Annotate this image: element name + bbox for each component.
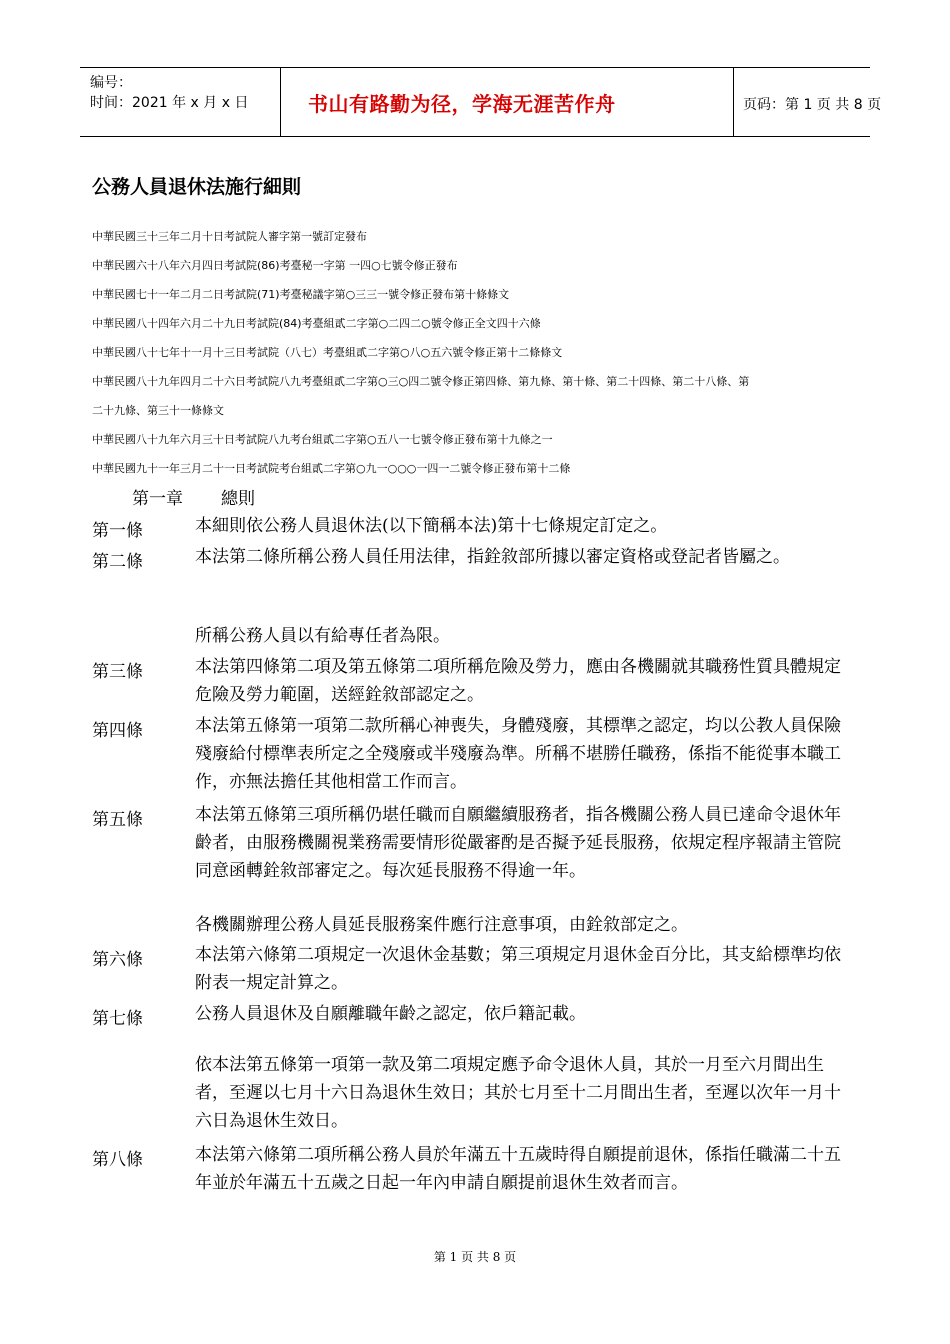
article-paragraph: 本細則依公務人員退休法(以下簡稱本法)第十七條規定訂定之。 xyxy=(195,516,668,536)
history-line: 中華民國八十九年六月三十日考試院八九考台組貳二字第○五八一七號令修正發布第十九條之一 xyxy=(92,433,553,446)
history-line: 中華民國九十一年三月二十一日考試院考台組貳二字第○九一○○○一四一二號令修正發布第十二條 xyxy=(92,462,571,475)
article-label: 第一條 xyxy=(92,521,143,541)
header-motto: 书山有路勤为径，学海无涯苦作舟 xyxy=(308,92,616,116)
article-paragraph: 本法第二條所稱公務人員任用法律，指銓敘部所據以審定資格或登記者皆屬之。 xyxy=(195,547,790,567)
article-paragraph: 公務人員退休及自願離職年齡之認定，依戶籍記載。 xyxy=(195,1004,586,1024)
document-number-label: 编号： xyxy=(90,75,132,91)
article-label: 第四條 xyxy=(92,721,143,741)
article-label: 第六條 xyxy=(92,950,143,970)
history-line: 中華民國七十一年二月二日考試院(71)考臺秘議字第○三三一號令修正發布第十條條文 xyxy=(92,288,510,301)
document-date: 时间：2021 年 x 月 x 日 xyxy=(90,95,249,111)
history-line: 中華民國八十四年六月二十九日考試院(84)考臺組貳二字第○二四二○號令修正全文四十六條 xyxy=(92,317,541,330)
article-paragraph: 所稱公務人員以有給專任者為限。 xyxy=(195,626,450,646)
chapter-number: 第一章 xyxy=(132,489,183,509)
article-label: 第三條 xyxy=(92,662,143,682)
article-paragraph: 本法第六條第二項所稱公務人員於年滿五十五歲時得自願提前退休，係指任職滿二十五年並於年滿五十五歲之日起一年內申請自願提前退休生效者而言。 xyxy=(195,1145,841,1193)
header-motto-cell xyxy=(280,68,734,136)
history-line: 中華民國八十九年四月二十六日考試院八九考臺組貳二字第○三○四二號令修正第四條、第九條、第十條、第二十四條、第二十八條、第 xyxy=(92,375,750,388)
history-line: 二十九條、第三十一條條文 xyxy=(92,404,224,417)
article-label: 第二條 xyxy=(92,552,143,572)
header-page-info: 页码：第 1 页 共 8 页 xyxy=(743,97,882,113)
chapter-name: 總則 xyxy=(221,489,255,509)
article-label: 第八條 xyxy=(92,1150,143,1170)
history-line: 中華民國三十三年二月十日考試院人審字第一號訂定發布 xyxy=(92,230,367,243)
page-footer: 第 1 页 共 8 页 xyxy=(433,1250,517,1264)
article-paragraph: 本法第四條第二項及第五條第二項所稱危險及勞力，應由各機關就其職務性質具體規定危險及勞力範圍，送經銓敘部認定之。 xyxy=(195,657,841,705)
chapter-heading xyxy=(132,484,255,509)
article-paragraph: 各機關辦理公務人員延長服務案件應行注意事項，由銓敘部定之。 xyxy=(195,915,688,935)
article-paragraph: 依本法第五條第一項第一款及第二項規定應予命令退休人員，其於一月至六月間出生者，至遲以七月十六日為退休生效日；其於七月至十二月間出生者，至遲以次年一月十六日為退休生效日。 xyxy=(195,1055,841,1131)
article-paragraph: 本法第五條第三項所稱仍堪任職而自願繼續服務者，指各機關公務人員已達命令退休年齡者，由服務機關視業務需要情形從嚴審酌是否擬予延長服務，依規定程序報請主管院同意函轉銓敘部審定之。每次延長服務不得逾一年。 xyxy=(195,805,841,881)
page-header xyxy=(80,67,882,137)
header-page-cell xyxy=(733,68,882,136)
article-label: 第五條 xyxy=(92,810,143,830)
document-title: 公務人員退休法施行細則 xyxy=(92,176,302,198)
header-meta xyxy=(80,68,281,136)
article-paragraph: 本法第六條第二項規定一次退休金基數；第三項規定月退休金百分比，其支給標準均依附表一規定計算之。 xyxy=(195,945,841,993)
article-paragraph: 本法第五條第一項第二款所稱心神喪失，身體殘廢，其標準之認定，均以公教人員保險殘廢給付標準表所定之全殘廢或半殘廢為準。所稱不堪勝任職務，係指不能從事本職工作，亦無法擔任其他相當工作而言。 xyxy=(195,716,841,792)
history-line: 中華民國八十七年十一月十三日考試院（八七）考臺組貳二字第○八○五六號令修正第十二條條文 xyxy=(92,346,563,359)
article-label: 第七條 xyxy=(92,1009,143,1029)
history-line: 中華民國六十八年六月四日考試院(86)考臺秘一字第 一四○七號令修正發布 xyxy=(92,259,458,272)
